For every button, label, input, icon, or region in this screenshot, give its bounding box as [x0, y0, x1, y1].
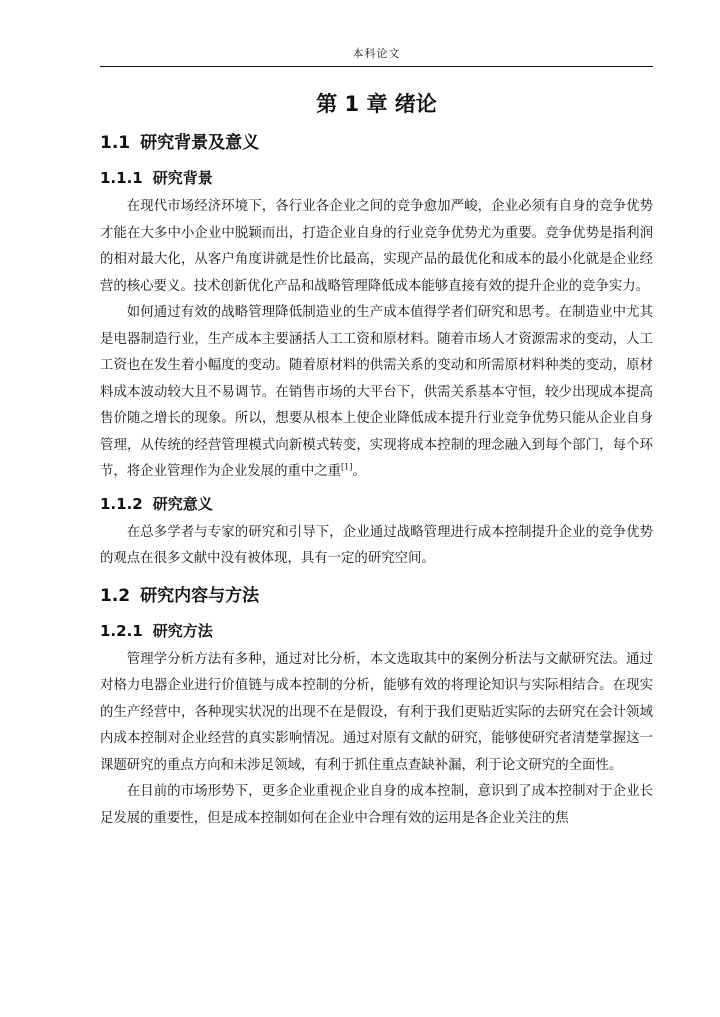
subsection-heading-1-1-2	[100, 490, 653, 518]
subsection-title: 研究方法	[152, 621, 213, 640]
section-title: 研究背景及意义	[140, 133, 260, 153]
paragraph-end-punct: 。	[352, 464, 366, 479]
section-number: 1.2	[100, 585, 131, 606]
page-body	[100, 86, 653, 832]
subsection-number: 1.1.2	[100, 494, 143, 513]
subsection-heading-1-1-1	[100, 164, 653, 192]
paragraph-method-2: 在目前的市场形势下，更多企业重视企业自身的成本控制，意识到了成本控制对于企业长足发展的重要性，但是成本控制如何在企业中合理有效的运用是各企业关注的焦	[100, 784, 653, 826]
subsection-heading-1-2-1	[100, 617, 653, 645]
paragraph-background-2	[100, 300, 653, 486]
chapter-title: 第 1 章 绪论	[316, 92, 437, 116]
citation-marker: [1]	[341, 462, 353, 472]
subsection-number: 1.2.1	[100, 621, 143, 640]
paragraph-meaning-1: 在总多学者与专家的研究和引导下，企业通过战略管理进行成本控制提升企业的竞争优势的观点在很多文献中没有被体现，具有一定的研究空间。	[100, 524, 653, 566]
subsection-title: 研究背景	[152, 169, 213, 187]
subsection-number: 1.1.1	[100, 169, 143, 187]
paragraph-text: 如何通过有效的战略管理降低制造业的生产成本值得学者们研究和思考。在制造业中尤其是电器制造行业，生产成本主要涵括人工工资和原材料。随着市场人才资源需求的变动，人工工资也在发生着小幅度的变动。随着原材料的供需关系的变动和所需原材料种类的变动，原材料成本波动较大且不易调节。在销售市场的大平台下，供需关系基本守恒，较少出现成本提高售价随之增长的现象。所以，想要从根本上使企业降低成本提升行业竞争优势只能从企业自身管理，从传统的经营管理模式向新模式转变，实现将成本控制的理念融入到每个部门，每个环节，将企业管理作为企业发展的重中之重	[100, 305, 653, 479]
section-number: 1.1	[100, 133, 131, 153]
section-title: 研究内容与方法	[140, 585, 260, 606]
running-header: 本科论文	[352, 47, 401, 60]
paragraph-method-1: 管理学分析方法有多种，通过对比分析，本文选取其中的案例分析法与文献研究法。通过对格力电器企业进行价值链与成本控制的分析，能够有效的将理论知识与实际相结合。在现实的生产经营中，各种现实状况的出现不在是假设，有利于我们更贴近实际的去研究在会计领域内成本控制对企业经营的真实影响情况。通过对原有文献的研究，能够使研究者清楚掌握这一课题研究的重点方向和未涉足领域，有利于抓住重点查缺补漏，利于论文研究的全面性。	[100, 651, 653, 773]
paragraph-background-1: 在现代市场经济环境下，各行业各企业之间的竞争愈加严峻，企业必须有自身的竞争优势才能在大多中小企业中脱颖而出，打造企业自身的行业竞争优势尤为重要。竞争优势是指利润的相对最大化，从客户角度讲就是性价比最高，实现产品的最优化和成本的最小化就是企业经营的核心要义。技术创新优化产品和战略管理降低成本能够直接有效的提升企业的竞争实力。	[100, 199, 653, 294]
section-heading-1-1	[100, 128, 653, 158]
header-rule	[100, 66, 653, 67]
subsection-title: 研究意义	[152, 494, 213, 513]
section-heading-1-2	[100, 581, 653, 611]
